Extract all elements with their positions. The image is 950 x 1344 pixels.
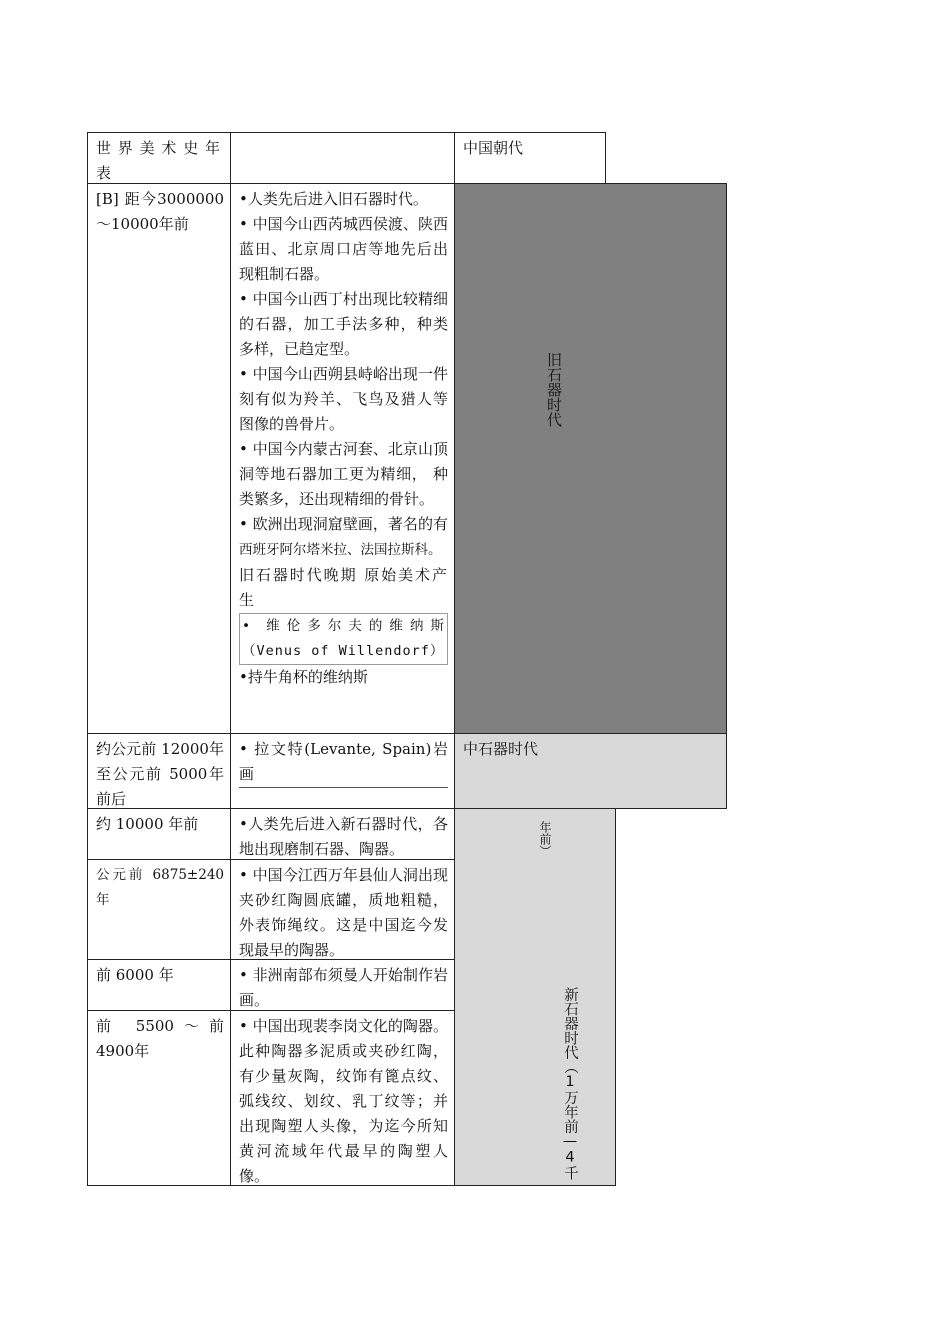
venus-horn: •持牛角杯的维纳斯 <box>239 668 368 686</box>
header-col2 <box>230 132 455 184</box>
event-item: • 中国今江西万年县仙人洞出现夹砂红陶圆底罐，质地粗糙，外表饰绳纹。这是中国迄今发现最早的陶器。 <box>239 866 448 959</box>
event-item: • 非洲南部布须曼人开始制作岩画。 <box>239 966 448 1009</box>
paleo-date-cell: [B] 距今3000000～10000年前 <box>87 183 231 734</box>
paleolithic-era-label: 旧石器时代 <box>545 352 563 427</box>
neo-events-cell-3 <box>230 959 455 1011</box>
mesolithic-era-label: 中石器时代 <box>463 740 539 758</box>
neo-date-cell-3: 前 6000 年 <box>87 959 231 1011</box>
event-item: •人类先后进入旧石器时代。 <box>239 190 428 208</box>
neo-date-cell-2: 公元前 6875±240年 <box>87 859 231 960</box>
neo-events-cell-1 <box>230 808 455 860</box>
event-item: • 中国今山西芮城西侯渡、陕西蓝田、北京周口店等地先后出现粗制石器。 <box>239 215 448 283</box>
neo-date-cell-1: 约 10000 年前 <box>87 808 231 860</box>
neolithic-era-cell <box>454 808 616 1186</box>
meso-events-cell <box>230 733 455 809</box>
neo-events-cell-4 <box>230 1010 455 1186</box>
neolithic-era-label: 新石器时代（1万年前—4千 <box>562 987 578 1180</box>
paleolithic-era-cell <box>454 183 727 734</box>
event-item-europe: • 欧洲出现洞窟壁画，著名的有西班牙阿尔塔米拉、法国拉斯科。 <box>239 515 448 558</box>
event-item: • 拉文特(Levante, Spain)岩画 <box>239 737 448 788</box>
event-item: • 中国今山西朔县峙峪出现一件刻有似为羚羊、飞鸟及猎人等图像的兽骨片。 <box>239 365 448 433</box>
paleo-events-cell <box>230 183 455 734</box>
neolithic-era-fragment: 年前） <box>538 821 552 857</box>
neo-date-cell-4: 前 5500～前 4900年 <box>87 1010 231 1186</box>
meso-date-cell: 约公元前 12000年至公元前 5000年前后 <box>87 733 231 809</box>
neo-events-cell-2 <box>230 859 455 960</box>
header-dynasty: 中国朝代 <box>454 132 606 184</box>
event-item: • 中国今山西丁村出现比较精细的石器，加工手法多种，种类多样，已趋定型。 <box>239 290 448 358</box>
header-col1: 世界美术史年表 <box>87 132 231 184</box>
event-item: • 中国今内蒙古河套、北京山顶洞等地石器加工更为精细， 种类繁多，还出现精细的骨针。 <box>239 440 448 508</box>
venus-willendorf: • 维伦多尔夫的维纳斯（Venus of Willendorf） <box>239 613 448 665</box>
mesolithic-era-cell <box>454 733 727 809</box>
event-item: • 中国出现裴李岗文化的陶器。此种陶器多泥质或夹砂红陶，有少量灰陶，纹饰有篦点纹、弧线纹、划纹、乳丁纹等；并出现陶塑人头像，为迄今所知黄河流域年代最早的陶塑人像。 <box>239 1017 448 1185</box>
late-paleolithic-note: 旧石器时代晚期 原始美术产生 <box>239 566 448 609</box>
event-item: •人类先后进入新石器时代，各地出现磨制石器、陶器。 <box>239 815 448 858</box>
